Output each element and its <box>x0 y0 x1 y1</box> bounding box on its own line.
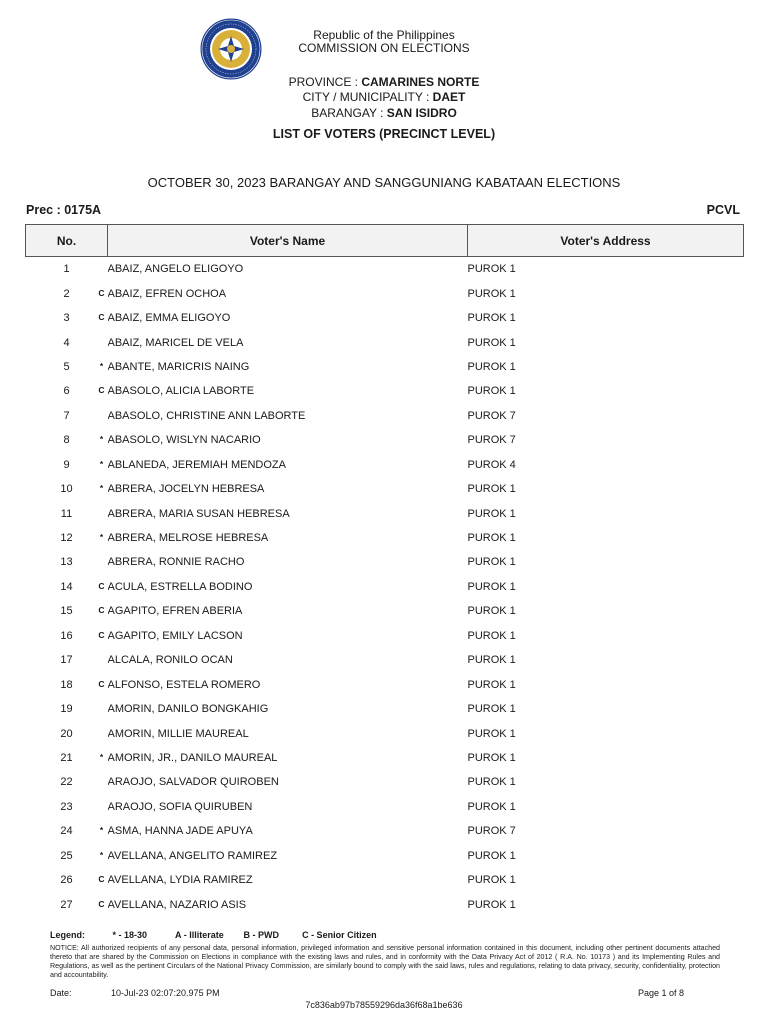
row-number-text: 6 <box>63 385 70 398</box>
row-number-text: 9 <box>63 458 70 471</box>
voter-name: AMORIN, JR., DANILO MAUREAL <box>107 751 278 764</box>
voter-flag: C <box>98 312 105 323</box>
row-number-text: 27 <box>60 898 73 911</box>
voter-name: ARAOJO, SOFIA QUIRUBEN <box>107 800 253 813</box>
voter-name: ABRERA, MARIA SUSAN HEBRESA <box>107 507 290 520</box>
voter-address: PUROK 1 <box>467 898 516 911</box>
row-number-text: 3 <box>63 312 70 325</box>
voter-address: PUROK 1 <box>467 727 516 740</box>
voter-address: PUROK 1 <box>467 556 516 569</box>
row-number-text: 19 <box>60 703 73 716</box>
voter-address: PUROK 1 <box>467 507 516 520</box>
row-number <box>26 453 108 477</box>
voter-flag: * <box>99 434 104 445</box>
row-number-text: 14 <box>60 580 73 593</box>
voter-address: PUROK 1 <box>467 312 516 325</box>
voter-address: PUROK 1 <box>467 483 516 496</box>
voter-flag: C <box>98 678 105 689</box>
table-row <box>26 892 744 916</box>
barangay-label: BARANGAY : <box>311 106 387 120</box>
table-row <box>26 575 744 599</box>
table-row <box>26 844 744 868</box>
voter-flag: * <box>99 849 104 860</box>
voter-address: PUROK 1 <box>467 336 516 349</box>
voter-address: PUROK 1 <box>467 703 516 716</box>
country-name: Republic of the Philippines <box>313 28 455 42</box>
row-number-text: 25 <box>60 849 73 862</box>
voter-address: PUROK 1 <box>467 532 516 545</box>
voter-address: PUROK 1 <box>467 629 516 642</box>
table-row <box>26 770 744 794</box>
voter-flag: * <box>99 532 104 543</box>
row-number <box>26 550 108 574</box>
voter-name: AVELLANA, ANGELITO RAMIREZ <box>107 849 278 862</box>
table-row <box>26 795 744 819</box>
table-header-row <box>26 225 744 257</box>
table-row <box>26 355 744 379</box>
table-row <box>26 819 744 843</box>
legend-item: A - Illiterate <box>175 930 224 940</box>
row-number-text: 26 <box>60 874 73 887</box>
agency-name: COMMISSION ON ELECTIONS <box>298 41 470 55</box>
voter-name: ASMA, HANNA JADE APUYA <box>107 825 253 838</box>
voter-name: AVELLANA, LYDIA RAMIREZ <box>107 874 253 887</box>
voter-address: PUROK 7 <box>467 434 516 447</box>
legend-item: B - PWD <box>243 930 280 940</box>
row-number <box>26 501 108 525</box>
date-label: Date: <box>50 988 72 998</box>
row-number <box>26 819 108 843</box>
voter-name: ABANTE, MARICRIS NAING <box>107 360 250 373</box>
table-row <box>26 306 744 330</box>
table-row <box>26 501 744 525</box>
legend <box>50 930 377 940</box>
precinct-label: Prec : 0175A <box>26 203 102 217</box>
table-row <box>26 428 744 452</box>
row-number <box>26 672 108 696</box>
voter-address: PUROK 1 <box>467 605 516 618</box>
row-number <box>26 721 108 745</box>
barangay-value: SAN ISIDRO <box>386 106 457 120</box>
row-number <box>26 257 108 282</box>
row-number <box>26 795 108 819</box>
voter-name: ARAOJO, SALVADOR QUIROBEN <box>107 776 279 789</box>
voter-table <box>25 224 744 917</box>
header-name: Voter's Name <box>108 225 468 257</box>
voter-name: ABAIZ, ANGELO ELIGOYO <box>107 263 244 276</box>
row-number-text: 15 <box>60 605 73 618</box>
voter-address: PUROK 7 <box>467 409 516 422</box>
legend-label: Legend: <box>50 930 85 940</box>
table-row <box>26 526 744 550</box>
voter-address: PUROK 1 <box>467 385 516 398</box>
voter-name: ALCALA, RONILO OCAN <box>107 654 233 667</box>
table-row <box>26 672 744 696</box>
row-number <box>26 404 108 428</box>
province-label: PROVINCE : <box>288 75 362 89</box>
row-number-text: 18 <box>60 678 73 691</box>
voter-name: ABLANEDA, JEREMIAH MENDOZA <box>107 458 286 471</box>
voter-address: PUROK 4 <box>467 458 516 471</box>
row-number-text: 5 <box>63 360 70 373</box>
document-title: LIST OF VOTERS (PRECINCT LEVEL) <box>272 127 496 141</box>
province-line <box>0 75 768 89</box>
row-number <box>26 379 108 403</box>
row-number <box>26 355 108 379</box>
voter-flag: C <box>98 605 105 616</box>
city-value: DAET <box>432 90 466 104</box>
voter-name: AMORIN, MILLIE MAUREAL <box>107 727 249 740</box>
table-row <box>26 721 744 745</box>
voter-flag: * <box>99 458 104 469</box>
row-number <box>26 306 108 330</box>
barangay-line <box>0 106 768 120</box>
row-number-text: 11 <box>60 507 73 520</box>
legend-item: * - 18-30 <box>112 930 148 940</box>
table-row <box>26 868 744 892</box>
voter-name: AVELLANA, NAZARIO ASIS <box>107 898 247 911</box>
row-number-text: 20 <box>60 727 73 740</box>
voter-address: PUROK 1 <box>467 287 516 300</box>
row-number <box>26 428 108 452</box>
row-number <box>26 575 108 599</box>
row-number <box>26 697 108 721</box>
voter-flag: C <box>98 287 105 298</box>
table-row <box>26 550 744 574</box>
voter-name: ACULA, ESTRELLA BODINO <box>107 580 253 593</box>
voter-address: PUROK 1 <box>467 580 516 593</box>
table-row <box>26 330 744 354</box>
row-number-text: 21 <box>60 751 73 764</box>
table-row <box>26 477 744 501</box>
row-number <box>26 624 108 648</box>
table-row <box>26 281 744 305</box>
voter-address: PUROK 1 <box>467 678 516 691</box>
city-label: CITY / MUNICIPALITY : <box>302 90 433 104</box>
row-number <box>26 281 108 305</box>
row-number-text: 12 <box>60 532 73 545</box>
voter-name: ABASOLO, WISLYN NACARIO <box>107 434 261 447</box>
voter-name: ABAIZ, EMMA ELIGOYO <box>107 312 231 325</box>
header-no: No. <box>26 225 108 257</box>
voter-name: ABRERA, JOCELYN HEBRESA <box>107 483 265 496</box>
row-number-text: 24 <box>60 825 73 838</box>
election-title: OCTOBER 30, 2023 BARANGAY AND SANGGUNIANG KABATAAN ELECTIONS <box>147 175 621 190</box>
row-number <box>26 844 108 868</box>
row-number <box>26 599 108 623</box>
voter-address: PUROK 1 <box>467 800 516 813</box>
voter-name: AMORIN, DANILO BONGKAHIG <box>107 703 269 716</box>
table-row <box>26 599 744 623</box>
voter-address: PUROK 1 <box>467 654 516 667</box>
table-row <box>26 746 744 770</box>
voter-name: ABAIZ, EFREN OCHOA <box>107 287 227 300</box>
voter-name: ABRERA, RONNIE RACHO <box>107 556 245 569</box>
voter-address: PUROK 1 <box>467 849 516 862</box>
privacy-notice: NOTICE: All authorized recipients of any personal data, personal information, privileged information and sensitive personal information contained in this document, including other pertinent documents attached thereto that are shared by the Commission on Elections in compliance with the existing laws and rules, and in conformity with the Data Privacy Act of 2012 ( R.A. No. 10173 ) and its Implementing Rules and Regulations, as well as the pertinent Circulars of the National Privacy Commission, are similarly bound to comply with the said laws, rules and regulations, relating to data privacy, security, confidentiality, protection and accountability. <box>50 944 720 979</box>
row-number-text: 22 <box>60 776 73 789</box>
row-number-text: 1 <box>63 263 70 276</box>
list-type: PCVL <box>706 203 740 217</box>
table-row <box>26 404 744 428</box>
voter-address: PUROK 1 <box>467 776 516 789</box>
voter-address: PUROK 1 <box>467 263 516 276</box>
row-number-text: 16 <box>60 629 73 642</box>
table-row <box>26 697 744 721</box>
voter-address: PUROK 1 <box>467 874 516 887</box>
row-number-text: 4 <box>63 336 70 349</box>
voter-address: PUROK 1 <box>467 360 516 373</box>
voter-name: ABASOLO, CHRISTINE ANN LABORTE <box>107 409 306 422</box>
table-row <box>26 624 744 648</box>
voter-address: PUROK 1 <box>467 751 516 764</box>
row-number <box>26 330 108 354</box>
row-number <box>26 868 108 892</box>
header-address: Voter's Address <box>468 225 744 257</box>
voter-name: ABASOLO, ALICIA LABORTE <box>107 385 255 398</box>
voter-flag: * <box>99 825 104 836</box>
voter-name: ALFONSO, ESTELA ROMERO <box>107 678 261 691</box>
row-number-text: 13 <box>60 556 73 569</box>
voter-flag: * <box>99 751 104 762</box>
table-row <box>26 379 744 403</box>
voter-flag: * <box>99 360 104 371</box>
row-number-text: 2 <box>63 287 70 300</box>
voter-flag: * <box>99 483 104 494</box>
row-number-text: 17 <box>60 654 73 667</box>
row-number <box>26 477 108 501</box>
page-number: Page 1 of 8 <box>638 988 685 998</box>
voter-flag: C <box>98 874 105 885</box>
voter-name: AGAPITO, EMILY LACSON <box>107 629 243 642</box>
province-value: CAMARINES NORTE <box>361 75 480 89</box>
print-date: 10-Jul-23 02:07:20.975 PM <box>111 988 220 998</box>
row-number-text: 8 <box>63 434 70 447</box>
voter-name: ABAIZ, MARICEL DE VELA <box>107 336 244 349</box>
voter-flag: C <box>98 629 105 640</box>
table-row <box>26 257 744 282</box>
row-number-text: 23 <box>60 800 73 813</box>
document-hash: 7c836ab97b78559296da36f68a1be636 <box>305 1000 463 1010</box>
row-number <box>26 746 108 770</box>
table-row <box>26 648 744 672</box>
voter-name: ABRERA, MELROSE HEBRESA <box>107 532 269 545</box>
row-number <box>26 648 108 672</box>
row-number <box>26 526 108 550</box>
voter-name: AGAPITO, EFREN ABERIA <box>107 605 243 618</box>
voter-address: PUROK 7 <box>467 825 516 838</box>
voter-flag: C <box>98 580 105 591</box>
table-row <box>26 453 744 477</box>
row-number <box>26 770 108 794</box>
voter-rows <box>26 257 744 917</box>
row-number-text: 7 <box>63 409 70 422</box>
voter-flag: C <box>98 385 105 396</box>
legend-item: C - Senior Citizen <box>302 930 377 940</box>
row-number-text: 10 <box>60 483 73 496</box>
row-number <box>26 892 108 916</box>
voter-flag: C <box>98 898 105 909</box>
city-line <box>0 90 768 104</box>
